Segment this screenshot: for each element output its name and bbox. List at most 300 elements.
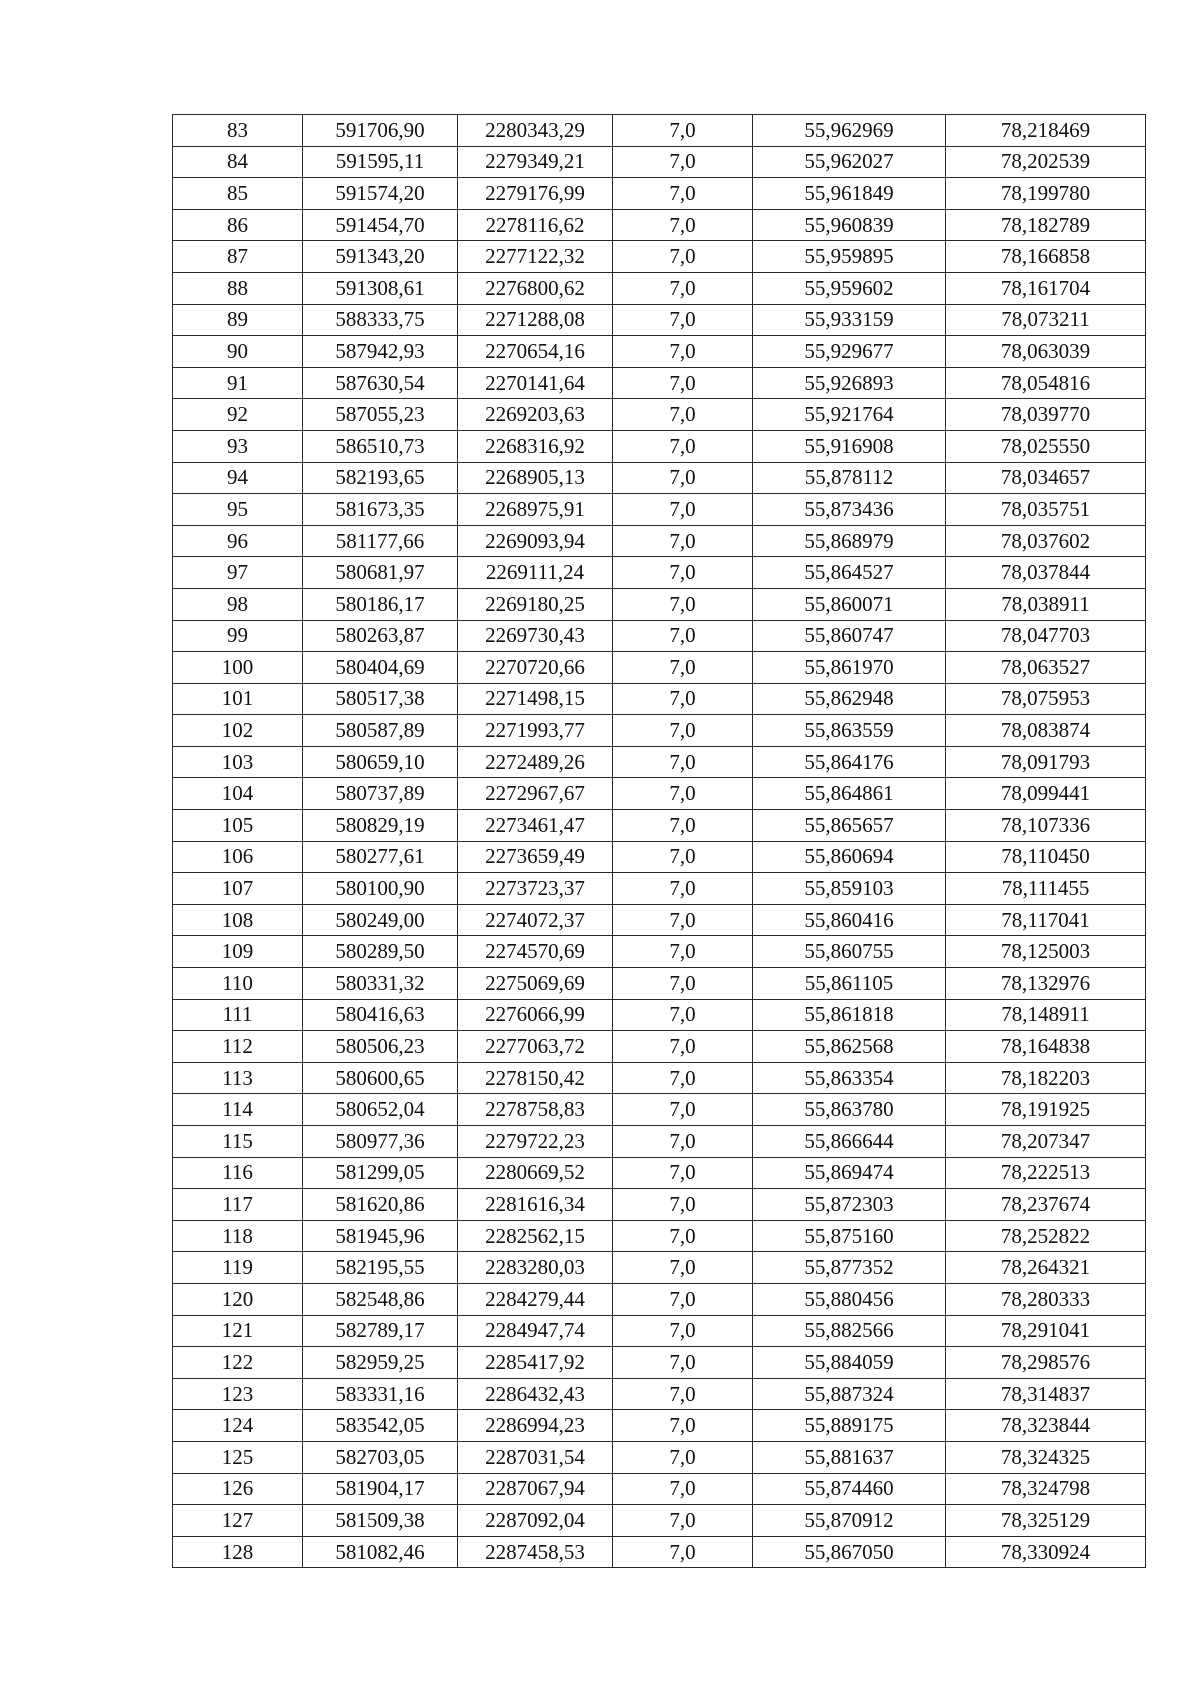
- x-coordinate-cell: 580263,87: [303, 620, 458, 652]
- x-coordinate-cell: 580289,50: [303, 936, 458, 968]
- height-cell: 7,0: [613, 778, 753, 810]
- y-coordinate-cell: 2274570,69: [458, 936, 613, 968]
- height-cell: 7,0: [613, 588, 753, 620]
- y-coordinate-cell: 2270654,16: [458, 336, 613, 368]
- height-cell: 7,0: [613, 652, 753, 684]
- height-cell: 7,0: [613, 178, 753, 210]
- height-cell: 7,0: [613, 1283, 753, 1315]
- latitude-cell: 55,921764: [753, 399, 946, 431]
- point-number-cell: 123: [173, 1378, 303, 1410]
- latitude-cell: 55,864861: [753, 778, 946, 810]
- y-coordinate-cell: 2286994,23: [458, 1410, 613, 1442]
- table-row: [173, 873, 1146, 905]
- x-coordinate-cell: 587942,93: [303, 336, 458, 368]
- latitude-cell: 55,861105: [753, 968, 946, 1000]
- point-number-cell: 125: [173, 1441, 303, 1473]
- table-row: [173, 494, 1146, 526]
- latitude-cell: 55,962969: [753, 115, 946, 147]
- latitude-cell: 55,861818: [753, 999, 946, 1031]
- longitude-cell: 78,207347: [946, 1126, 1146, 1158]
- latitude-cell: 55,878112: [753, 462, 946, 494]
- height-cell: 7,0: [613, 525, 753, 557]
- point-number-cell: 99: [173, 620, 303, 652]
- latitude-cell: 55,862948: [753, 683, 946, 715]
- height-cell: 7,0: [613, 1157, 753, 1189]
- y-coordinate-cell: 2273723,37: [458, 873, 613, 905]
- latitude-cell: 55,860755: [753, 936, 946, 968]
- longitude-cell: 78,039770: [946, 399, 1146, 431]
- table-row: [173, 399, 1146, 431]
- height-cell: 7,0: [613, 715, 753, 747]
- latitude-cell: 55,882566: [753, 1315, 946, 1347]
- y-coordinate-cell: 2273659,49: [458, 841, 613, 873]
- x-coordinate-cell: 581509,38: [303, 1505, 458, 1537]
- x-coordinate-cell: 591706,90: [303, 115, 458, 147]
- y-coordinate-cell: 2279722,23: [458, 1126, 613, 1158]
- longitude-cell: 78,110450: [946, 841, 1146, 873]
- longitude-cell: 78,075953: [946, 683, 1146, 715]
- height-cell: 7,0: [613, 399, 753, 431]
- longitude-cell: 78,107336: [946, 810, 1146, 842]
- point-number-cell: 102: [173, 715, 303, 747]
- latitude-cell: 55,864527: [753, 557, 946, 589]
- height-cell: 7,0: [613, 746, 753, 778]
- x-coordinate-cell: 582193,65: [303, 462, 458, 494]
- table-row: [173, 209, 1146, 241]
- y-coordinate-cell: 2269730,43: [458, 620, 613, 652]
- latitude-cell: 55,870912: [753, 1505, 946, 1537]
- point-number-cell: 91: [173, 367, 303, 399]
- height-cell: 7,0: [613, 1410, 753, 1442]
- point-number-cell: 106: [173, 841, 303, 873]
- height-cell: 7,0: [613, 873, 753, 905]
- table-row: [173, 304, 1146, 336]
- latitude-cell: 55,860071: [753, 588, 946, 620]
- table-row: [173, 272, 1146, 304]
- point-number-cell: 113: [173, 1062, 303, 1094]
- longitude-cell: 78,222513: [946, 1157, 1146, 1189]
- x-coordinate-cell: 580652,04: [303, 1094, 458, 1126]
- point-number-cell: 88: [173, 272, 303, 304]
- latitude-cell: 55,875160: [753, 1220, 946, 1252]
- latitude-cell: 55,867050: [753, 1536, 946, 1568]
- point-number-cell: 92: [173, 399, 303, 431]
- height-cell: 7,0: [613, 557, 753, 589]
- point-number-cell: 90: [173, 336, 303, 368]
- longitude-cell: 78,034657: [946, 462, 1146, 494]
- longitude-cell: 78,025550: [946, 430, 1146, 462]
- longitude-cell: 78,125003: [946, 936, 1146, 968]
- height-cell: 7,0: [613, 1536, 753, 1568]
- table-row: [173, 367, 1146, 399]
- height-cell: 7,0: [613, 304, 753, 336]
- x-coordinate-cell: 580249,00: [303, 904, 458, 936]
- latitude-cell: 55,874460: [753, 1473, 946, 1505]
- latitude-cell: 55,960839: [753, 209, 946, 241]
- longitude-cell: 78,252822: [946, 1220, 1146, 1252]
- table-row: [173, 1094, 1146, 1126]
- table-row: [173, 1347, 1146, 1379]
- x-coordinate-cell: 581299,05: [303, 1157, 458, 1189]
- longitude-cell: 78,324325: [946, 1441, 1146, 1473]
- latitude-cell: 55,863354: [753, 1062, 946, 1094]
- x-coordinate-cell: 591574,20: [303, 178, 458, 210]
- x-coordinate-cell: 586510,73: [303, 430, 458, 462]
- point-number-cell: 119: [173, 1252, 303, 1284]
- y-coordinate-cell: 2271993,77: [458, 715, 613, 747]
- longitude-cell: 78,164838: [946, 1031, 1146, 1063]
- y-coordinate-cell: 2286432,43: [458, 1378, 613, 1410]
- point-number-cell: 93: [173, 430, 303, 462]
- table-row: [173, 841, 1146, 873]
- y-coordinate-cell: 2279176,99: [458, 178, 613, 210]
- longitude-cell: 78,182789: [946, 209, 1146, 241]
- longitude-cell: 78,063039: [946, 336, 1146, 368]
- y-coordinate-cell: 2284947,74: [458, 1315, 613, 1347]
- x-coordinate-cell: 580977,36: [303, 1126, 458, 1158]
- y-coordinate-cell: 2279349,21: [458, 146, 613, 178]
- x-coordinate-cell: 580331,32: [303, 968, 458, 1000]
- y-coordinate-cell: 2268316,92: [458, 430, 613, 462]
- x-coordinate-cell: 580587,89: [303, 715, 458, 747]
- longitude-cell: 78,237674: [946, 1189, 1146, 1221]
- table-row: [173, 1252, 1146, 1284]
- table-row: [173, 968, 1146, 1000]
- table-row: [173, 462, 1146, 494]
- y-coordinate-cell: 2276066,99: [458, 999, 613, 1031]
- height-cell: 7,0: [613, 1252, 753, 1284]
- y-coordinate-cell: 2278150,42: [458, 1062, 613, 1094]
- height-cell: 7,0: [613, 241, 753, 273]
- longitude-cell: 78,073211: [946, 304, 1146, 336]
- table-row: [173, 746, 1146, 778]
- longitude-cell: 78,037844: [946, 557, 1146, 589]
- table-row: [173, 936, 1146, 968]
- x-coordinate-cell: 580737,89: [303, 778, 458, 810]
- x-coordinate-cell: 580659,10: [303, 746, 458, 778]
- table-row: [173, 620, 1146, 652]
- x-coordinate-cell: 580416,63: [303, 999, 458, 1031]
- table-row: [173, 430, 1146, 462]
- longitude-cell: 78,111455: [946, 873, 1146, 905]
- latitude-cell: 55,959895: [753, 241, 946, 273]
- longitude-cell: 78,291041: [946, 1315, 1146, 1347]
- point-number-cell: 104: [173, 778, 303, 810]
- y-coordinate-cell: 2277063,72: [458, 1031, 613, 1063]
- longitude-cell: 78,280333: [946, 1283, 1146, 1315]
- x-coordinate-cell: 582195,55: [303, 1252, 458, 1284]
- height-cell: 7,0: [613, 1031, 753, 1063]
- point-number-cell: 124: [173, 1410, 303, 1442]
- table-row: [173, 588, 1146, 620]
- y-coordinate-cell: 2281616,34: [458, 1189, 613, 1221]
- point-number-cell: 120: [173, 1283, 303, 1315]
- point-number-cell: 95: [173, 494, 303, 526]
- latitude-cell: 55,862568: [753, 1031, 946, 1063]
- height-cell: 7,0: [613, 1441, 753, 1473]
- table-row: [173, 778, 1146, 810]
- latitude-cell: 55,880456: [753, 1283, 946, 1315]
- point-number-cell: 87: [173, 241, 303, 273]
- point-number-cell: 108: [173, 904, 303, 936]
- height-cell: 7,0: [613, 999, 753, 1031]
- latitude-cell: 55,929677: [753, 336, 946, 368]
- latitude-cell: 55,865657: [753, 810, 946, 842]
- latitude-cell: 55,959602: [753, 272, 946, 304]
- table-row: [173, 810, 1146, 842]
- point-number-cell: 98: [173, 588, 303, 620]
- height-cell: 7,0: [613, 1189, 753, 1221]
- latitude-cell: 55,884059: [753, 1347, 946, 1379]
- point-number-cell: 110: [173, 968, 303, 1000]
- height-cell: 7,0: [613, 115, 753, 147]
- latitude-cell: 55,869474: [753, 1157, 946, 1189]
- latitude-cell: 55,933159: [753, 304, 946, 336]
- height-cell: 7,0: [613, 272, 753, 304]
- height-cell: 7,0: [613, 936, 753, 968]
- point-number-cell: 127: [173, 1505, 303, 1537]
- longitude-cell: 78,148911: [946, 999, 1146, 1031]
- table-row: [173, 1473, 1146, 1505]
- height-cell: 7,0: [613, 209, 753, 241]
- latitude-cell: 55,860694: [753, 841, 946, 873]
- x-coordinate-cell: 582959,25: [303, 1347, 458, 1379]
- x-coordinate-cell: 582703,05: [303, 1441, 458, 1473]
- y-coordinate-cell: 2269180,25: [458, 588, 613, 620]
- height-cell: 7,0: [613, 367, 753, 399]
- table-row: [173, 904, 1146, 936]
- longitude-cell: 78,325129: [946, 1505, 1146, 1537]
- latitude-cell: 55,864176: [753, 746, 946, 778]
- latitude-cell: 55,872303: [753, 1189, 946, 1221]
- x-coordinate-cell: 591343,20: [303, 241, 458, 273]
- longitude-cell: 78,298576: [946, 1347, 1146, 1379]
- y-coordinate-cell: 2287092,04: [458, 1505, 613, 1537]
- y-coordinate-cell: 2276800,62: [458, 272, 613, 304]
- y-coordinate-cell: 2268975,91: [458, 494, 613, 526]
- x-coordinate-cell: 580100,90: [303, 873, 458, 905]
- y-coordinate-cell: 2270141,64: [458, 367, 613, 399]
- table-row: [173, 241, 1146, 273]
- longitude-cell: 78,323844: [946, 1410, 1146, 1442]
- point-number-cell: 107: [173, 873, 303, 905]
- point-number-cell: 97: [173, 557, 303, 589]
- longitude-cell: 78,035751: [946, 494, 1146, 526]
- table-row: [173, 1410, 1146, 1442]
- longitude-cell: 78,063527: [946, 652, 1146, 684]
- longitude-cell: 78,038911: [946, 588, 1146, 620]
- y-coordinate-cell: 2268905,13: [458, 462, 613, 494]
- y-coordinate-cell: 2278758,83: [458, 1094, 613, 1126]
- x-coordinate-cell: 583542,05: [303, 1410, 458, 1442]
- x-coordinate-cell: 580186,17: [303, 588, 458, 620]
- table-row: [173, 999, 1146, 1031]
- x-coordinate-cell: 580600,65: [303, 1062, 458, 1094]
- latitude-cell: 55,866644: [753, 1126, 946, 1158]
- y-coordinate-cell: 2287458,53: [458, 1536, 613, 1568]
- point-number-cell: 115: [173, 1126, 303, 1158]
- height-cell: 7,0: [613, 462, 753, 494]
- y-coordinate-cell: 2269093,94: [458, 525, 613, 557]
- table-row: [173, 1315, 1146, 1347]
- height-cell: 7,0: [613, 1505, 753, 1537]
- longitude-cell: 78,218469: [946, 115, 1146, 147]
- latitude-cell: 55,859103: [753, 873, 946, 905]
- height-cell: 7,0: [613, 810, 753, 842]
- height-cell: 7,0: [613, 683, 753, 715]
- y-coordinate-cell: 2283280,03: [458, 1252, 613, 1284]
- height-cell: 7,0: [613, 146, 753, 178]
- table-row: [173, 1157, 1146, 1189]
- x-coordinate-cell: 588333,75: [303, 304, 458, 336]
- table-row: [173, 1062, 1146, 1094]
- table-row: [173, 1189, 1146, 1221]
- height-cell: 7,0: [613, 1315, 753, 1347]
- x-coordinate-cell: 581620,86: [303, 1189, 458, 1221]
- x-coordinate-cell: 581945,96: [303, 1220, 458, 1252]
- x-coordinate-cell: 580506,23: [303, 1031, 458, 1063]
- y-coordinate-cell: 2272489,26: [458, 746, 613, 778]
- y-coordinate-cell: 2285417,92: [458, 1347, 613, 1379]
- y-coordinate-cell: 2269111,24: [458, 557, 613, 589]
- y-coordinate-cell: 2273461,47: [458, 810, 613, 842]
- height-cell: 7,0: [613, 968, 753, 1000]
- y-coordinate-cell: 2284279,44: [458, 1283, 613, 1315]
- y-coordinate-cell: 2274072,37: [458, 904, 613, 936]
- latitude-cell: 55,916908: [753, 430, 946, 462]
- table-row: [173, 178, 1146, 210]
- point-number-cell: 103: [173, 746, 303, 778]
- height-cell: 7,0: [613, 430, 753, 462]
- longitude-cell: 78,182203: [946, 1062, 1146, 1094]
- table-row: [173, 652, 1146, 684]
- longitude-cell: 78,161704: [946, 272, 1146, 304]
- point-number-cell: 114: [173, 1094, 303, 1126]
- latitude-cell: 55,877352: [753, 1252, 946, 1284]
- longitude-cell: 78,264321: [946, 1252, 1146, 1284]
- point-number-cell: 117: [173, 1189, 303, 1221]
- point-number-cell: 83: [173, 115, 303, 147]
- x-coordinate-cell: 587630,54: [303, 367, 458, 399]
- y-coordinate-cell: 2280669,52: [458, 1157, 613, 1189]
- x-coordinate-cell: 580277,61: [303, 841, 458, 873]
- coordinates-table: [172, 114, 1146, 1568]
- height-cell: 7,0: [613, 1347, 753, 1379]
- height-cell: 7,0: [613, 1220, 753, 1252]
- point-number-cell: 118: [173, 1220, 303, 1252]
- x-coordinate-cell: 580517,38: [303, 683, 458, 715]
- table-row: [173, 1126, 1146, 1158]
- longitude-cell: 78,191925: [946, 1094, 1146, 1126]
- point-number-cell: 96: [173, 525, 303, 557]
- longitude-cell: 78,037602: [946, 525, 1146, 557]
- x-coordinate-cell: 591595,11: [303, 146, 458, 178]
- table-row: [173, 557, 1146, 589]
- y-coordinate-cell: 2278116,62: [458, 209, 613, 241]
- table-row: [173, 1031, 1146, 1063]
- table-row: [173, 525, 1146, 557]
- table-row: [173, 1505, 1146, 1537]
- latitude-cell: 55,868979: [753, 525, 946, 557]
- x-coordinate-cell: 591308,61: [303, 272, 458, 304]
- point-number-cell: 89: [173, 304, 303, 336]
- y-coordinate-cell: 2280343,29: [458, 115, 613, 147]
- x-coordinate-cell: 580681,97: [303, 557, 458, 589]
- table-row: [173, 1220, 1146, 1252]
- point-number-cell: 116: [173, 1157, 303, 1189]
- x-coordinate-cell: 581673,35: [303, 494, 458, 526]
- point-number-cell: 85: [173, 178, 303, 210]
- y-coordinate-cell: 2277122,32: [458, 241, 613, 273]
- longitude-cell: 78,091793: [946, 746, 1146, 778]
- point-number-cell: 100: [173, 652, 303, 684]
- longitude-cell: 78,047703: [946, 620, 1146, 652]
- point-number-cell: 112: [173, 1031, 303, 1063]
- height-cell: 7,0: [613, 1126, 753, 1158]
- longitude-cell: 78,330924: [946, 1536, 1146, 1568]
- x-coordinate-cell: 583331,16: [303, 1378, 458, 1410]
- latitude-cell: 55,863559: [753, 715, 946, 747]
- point-number-cell: 126: [173, 1473, 303, 1505]
- x-coordinate-cell: 582789,17: [303, 1315, 458, 1347]
- x-coordinate-cell: 580829,19: [303, 810, 458, 842]
- point-number-cell: 109: [173, 936, 303, 968]
- point-number-cell: 105: [173, 810, 303, 842]
- y-coordinate-cell: 2269203,63: [458, 399, 613, 431]
- x-coordinate-cell: 581082,46: [303, 1536, 458, 1568]
- y-coordinate-cell: 2275069,69: [458, 968, 613, 1000]
- longitude-cell: 78,083874: [946, 715, 1146, 747]
- point-number-cell: 84: [173, 146, 303, 178]
- latitude-cell: 55,962027: [753, 146, 946, 178]
- longitude-cell: 78,166858: [946, 241, 1146, 273]
- y-coordinate-cell: 2271498,15: [458, 683, 613, 715]
- longitude-cell: 78,099441: [946, 778, 1146, 810]
- latitude-cell: 55,863780: [753, 1094, 946, 1126]
- height-cell: 7,0: [613, 336, 753, 368]
- table-row: [173, 1378, 1146, 1410]
- x-coordinate-cell: 591454,70: [303, 209, 458, 241]
- latitude-cell: 55,887324: [753, 1378, 946, 1410]
- table-row: [173, 1536, 1146, 1568]
- longitude-cell: 78,199780: [946, 178, 1146, 210]
- table-row: [173, 1283, 1146, 1315]
- point-number-cell: 101: [173, 683, 303, 715]
- y-coordinate-cell: 2272967,67: [458, 778, 613, 810]
- height-cell: 7,0: [613, 1473, 753, 1505]
- height-cell: 7,0: [613, 620, 753, 652]
- y-coordinate-cell: 2271288,08: [458, 304, 613, 336]
- height-cell: 7,0: [613, 841, 753, 873]
- y-coordinate-cell: 2282562,15: [458, 1220, 613, 1252]
- latitude-cell: 55,961849: [753, 178, 946, 210]
- y-coordinate-cell: 2270720,66: [458, 652, 613, 684]
- latitude-cell: 55,860416: [753, 904, 946, 936]
- latitude-cell: 55,881637: [753, 1441, 946, 1473]
- x-coordinate-cell: 587055,23: [303, 399, 458, 431]
- latitude-cell: 55,926893: [753, 367, 946, 399]
- height-cell: 7,0: [613, 904, 753, 936]
- x-coordinate-cell: 581904,17: [303, 1473, 458, 1505]
- longitude-cell: 78,324798: [946, 1473, 1146, 1505]
- y-coordinate-cell: 2287067,94: [458, 1473, 613, 1505]
- latitude-cell: 55,860747: [753, 620, 946, 652]
- point-number-cell: 86: [173, 209, 303, 241]
- longitude-cell: 78,132976: [946, 968, 1146, 1000]
- table-row: [173, 715, 1146, 747]
- longitude-cell: 78,117041: [946, 904, 1146, 936]
- y-coordinate-cell: 2287031,54: [458, 1441, 613, 1473]
